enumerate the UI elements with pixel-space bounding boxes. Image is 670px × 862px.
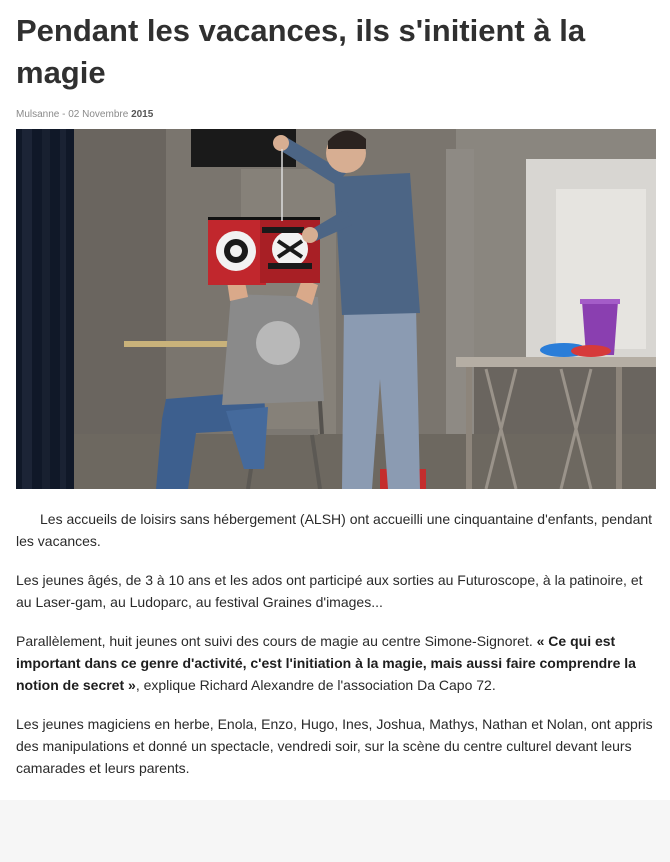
paragraph-3-quote: « Ce qui est important dans ce genre d'activité, c'est l'initiation à la magie, mais aussi faire comprendre la notion de secret » [16,633,636,693]
magic-show-photo [16,129,656,489]
article-body [16,508,656,796]
paragraph-1: Les accueils de loisirs sans hébergement (ALSH) ont accueilli une cinquantaine d'enfants, pendant les vacances. [16,511,653,549]
paragraph-3-attribution: , explique Richard Alexandre de l'association Da Capo 72. [135,677,496,693]
article-meta [16,109,153,120]
paragraph-3 [16,630,656,696]
article-date: 02 Novembre [68,109,129,120]
meta-separator: - [59,109,69,120]
paragraph-4: Les jeunes magiciens en herbe, Enola, Enzo, Hugo, Ines, Joshua, Mathys, Nathan et Nolan, ont appris des manipulations et donné un spectacle, vendredi soir, sur la scène du centre culturel devant leurs camarades et leurs parents. [16,716,653,776]
page-footer-area [0,800,670,862]
article-photo [16,129,656,489]
article-location: Mulsanne [16,109,60,120]
paragraph-2: Les jeunes âgés, de 3 à 10 ans et les ados ont participé aux sorties au Futuroscope, à la patinoire, et au Laser-gam, au Ludoparc, au festival Graines d'images... [16,572,643,610]
article-year: 2015 [131,109,154,120]
article-title: Pendant les vacances, ils s'initient à la magie [16,13,586,90]
paragraph-3-intro: Parallèlement, huit jeunes ont suivi des cours de magie au centre Simone-Signoret. [16,633,537,649]
